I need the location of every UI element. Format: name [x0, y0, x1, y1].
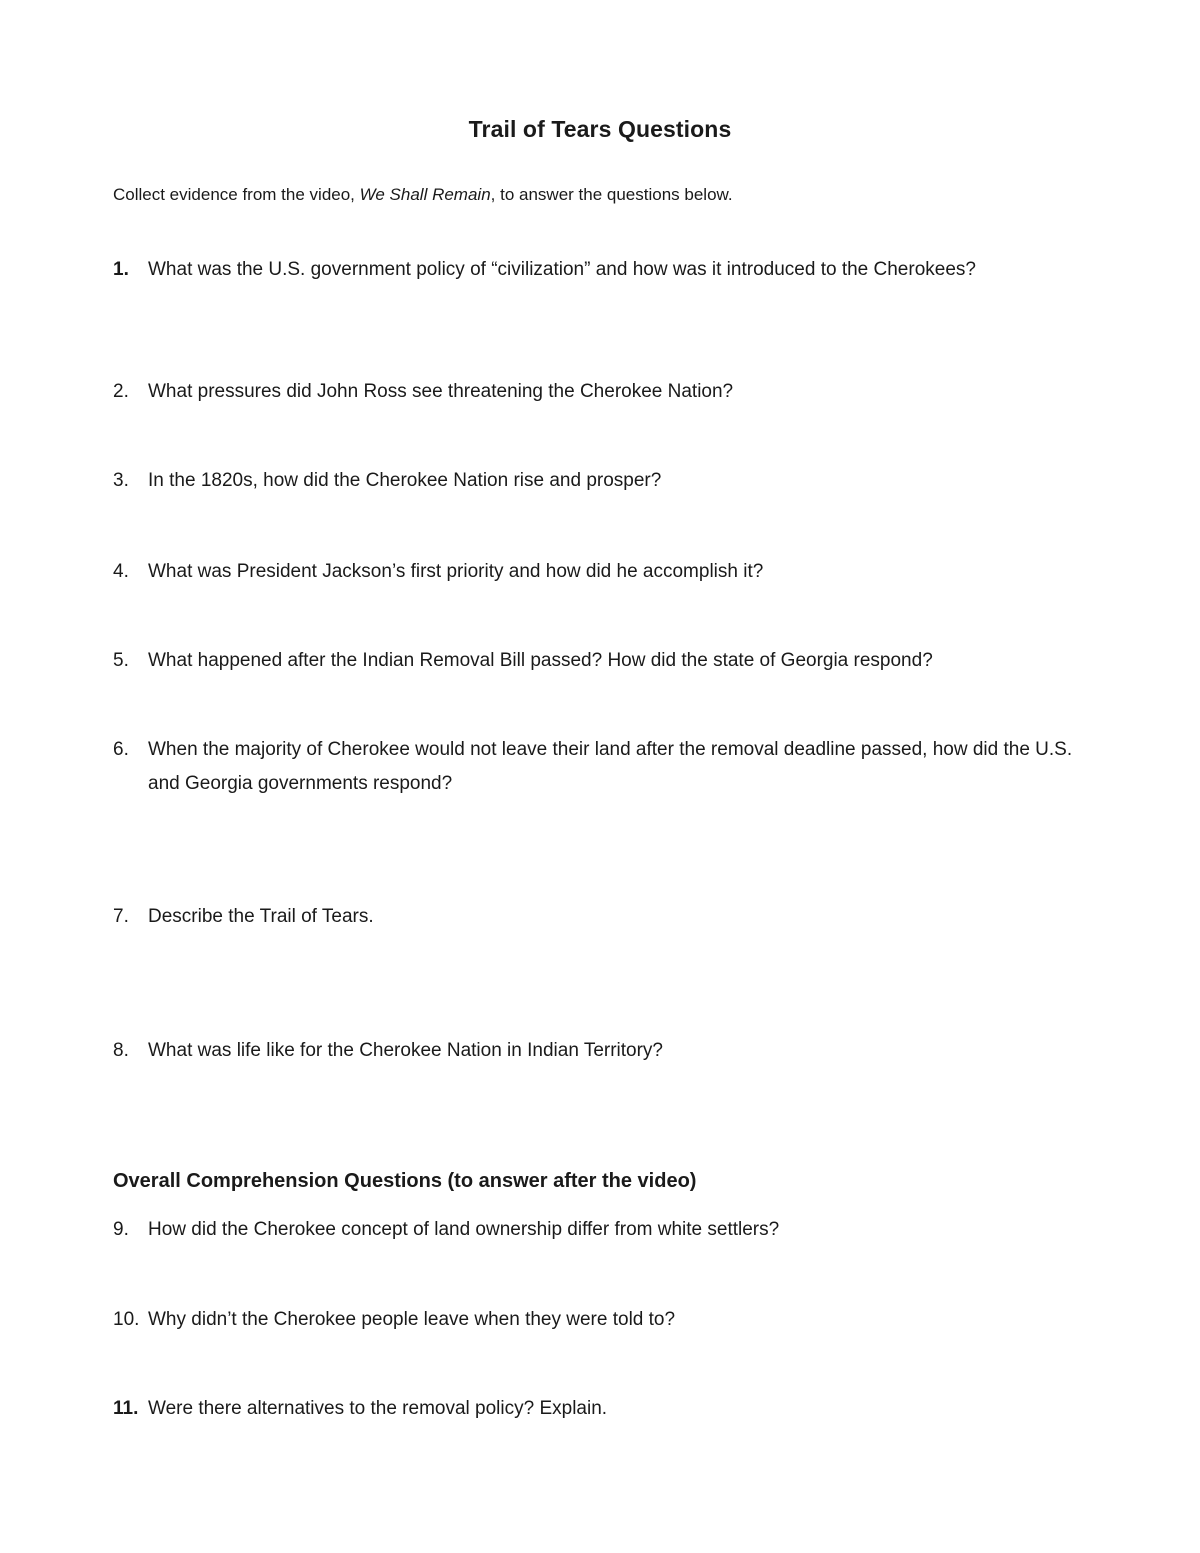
question-text: What happened after the Indian Removal Bill passed? How did the state of Georgia respond? [148, 650, 933, 671]
question-text: Describe the Trail of Tears. [148, 906, 374, 927]
question-11 [113, 1392, 1073, 1426]
question-10 [113, 1303, 1073, 1337]
document-title: Trail of Tears Questions [468, 116, 732, 142]
question-2 [113, 375, 1073, 409]
question-9 [113, 1213, 1073, 1247]
question-1 [113, 253, 1073, 287]
question-text: What was President Jackson’s first priority and how did he accomplish it? [148, 561, 764, 582]
question-number: 4. [113, 561, 129, 582]
question-7 [113, 900, 1073, 934]
question-8 [113, 1034, 1073, 1068]
question-5 [113, 644, 1073, 678]
video-title: We Shall Remain [359, 185, 491, 204]
question-text: What was life like for the Cherokee Nation in Indian Territory? [148, 1040, 664, 1061]
question-number: 8. [113, 1040, 129, 1061]
question-number: 9. [113, 1219, 129, 1240]
question-number: 5. [113, 650, 129, 671]
section-heading-overall: Overall Comprehension Questions (to answer after the video) [113, 1170, 697, 1192]
question-number: 10. [113, 1309, 140, 1330]
question-text: What pressures did John Ross see threatening the Cherokee Nation? [148, 381, 734, 402]
question-text: In the 1820s, how did the Cherokee Nation rise and prosper? [148, 470, 662, 491]
question-number: 6. [113, 739, 129, 760]
intro-text-after: , to answer the questions below. [490, 185, 733, 204]
question-text: How did the Cherokee concept of land ownership differ from white settlers? [148, 1219, 780, 1240]
question-number: 7. [113, 906, 129, 927]
question-4 [113, 555, 1073, 589]
question-number: 11. [113, 1398, 139, 1419]
question-text: Why didn’t the Cherokee people leave when they were told to? [148, 1309, 676, 1330]
question-text: What was the U.S. government policy of “civilization” and how was it introduced to the Cherokees? [148, 259, 976, 280]
question-text: Were there alternatives to the removal policy? Explain. [148, 1398, 608, 1419]
question-number: 3. [113, 470, 129, 491]
question-6 [113, 733, 1073, 801]
question-text: When the majority of Cherokee would not leave their land after the removal deadline passed, how did the U.S. and Georgia governments respond? [148, 739, 1073, 794]
intro-instructions [113, 185, 733, 205]
question-number: 2. [113, 381, 129, 402]
intro-text-before: Collect evidence from the video, [113, 185, 360, 204]
question-number: 1. [113, 259, 129, 280]
question-3 [113, 464, 1073, 498]
